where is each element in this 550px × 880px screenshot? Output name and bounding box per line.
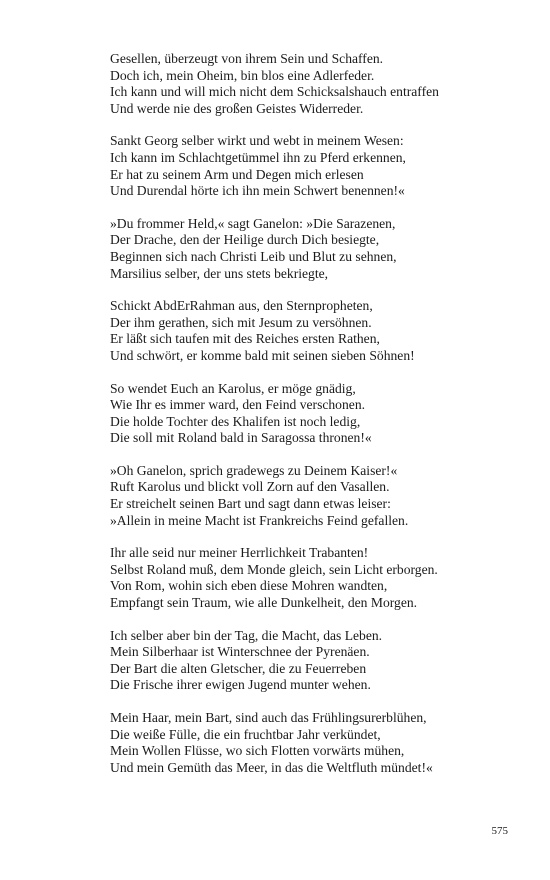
verse-line: Und werde nie des großen Geistes Widerreder.	[110, 100, 364, 116]
verse-line: Mein Silberhaar ist Winterschnee der Pyrenäen.	[110, 644, 370, 660]
stanza	[110, 628, 540, 694]
verse-line: Er hat zu seinem Arm und Degen mich erlesen	[110, 166, 364, 182]
stanza	[110, 133, 540, 199]
stanza	[110, 545, 540, 611]
verse-line: Mein Wollen Flüsse, wo sich Flotten vorwärts mühen,	[110, 743, 405, 759]
verse-line: Wie Ihr es immer ward, den Feind verschonen.	[110, 397, 366, 413]
verse-line: »Oh Ganelon, sprich gradewegs zu Deinem Kaiser!«	[110, 462, 398, 478]
verse-line: Empfangt sein Traum, wie alle Dunkelheit, den Morgen.	[110, 595, 418, 611]
stanza	[110, 298, 540, 364]
stanza	[110, 381, 540, 447]
verse-line: Ich selber aber bin der Tag, die Macht, das Leben.	[110, 627, 383, 643]
verse-line: Von Rom, wohin sich eben diese Mohren wandten,	[110, 578, 388, 594]
verse-line: Selbst Roland muß, dem Monde gleich, sein Licht erborgen.	[110, 561, 438, 577]
verse-line: Schickt AbdErRahman aus, den Sternpropheten,	[110, 298, 373, 314]
verse-line: Gesellen, überzeugt von ihrem Sein und Schaffen.	[110, 51, 384, 66]
verse-line: Er läßt sich taufen mit des Reiches ersten Rathen,	[110, 331, 380, 347]
verse-line: Ruft Karolus und blickt voll Zorn auf den Vasallen.	[110, 479, 390, 495]
verse-line: Marsilius selber, der uns stets bekriegte,	[110, 265, 329, 281]
verse-line: Doch ich, mein Oheim, bin blos eine Adlerfeder.	[110, 67, 375, 83]
verse-line: So wendet Euch an Karolus, er möge gnädig,	[110, 380, 356, 396]
verse-line: Ihr alle seid nur meiner Herrlichkeit Trabanten!	[110, 545, 369, 561]
stanza	[110, 216, 540, 282]
stanza	[110, 710, 540, 776]
verse-line: »Allein in meine Macht ist Frankreichs Feind gefallen.	[110, 512, 409, 528]
verse-line: Und schwört, er komme bald mit seinen sieben Söhnen!	[110, 347, 415, 363]
verse-line: Der Bart die alten Gletscher, die zu Feuerreben	[110, 660, 367, 676]
verse-line: Die weiße Fülle, die ein fruchtbar Jahr verkündet,	[110, 726, 381, 742]
verse-line: Die soll mit Roland bald in Saragossa thronen!«	[110, 430, 372, 446]
verse-line: Mein Haar, mein Bart, sind auch das Frühlingsurerblühen,	[110, 710, 427, 725]
page-number: 575	[491, 825, 508, 837]
verse-line: Und mein Gemüth das Meer, in das die Weltfluth mündet!«	[110, 759, 433, 775]
verse-line: Sankt Georg selber wirkt und webt in meinem Wesen:	[110, 133, 404, 149]
verse-line: Beginnen sich nach Christi Leib und Blut zu sehnen,	[110, 248, 397, 264]
stanza	[110, 51, 540, 117]
verse-line: Er streichelt seinen Bart und sagt dann etwas leiser:	[110, 496, 391, 512]
verse-line: Der Drache, den der Heilige durch Dich besiegte,	[110, 232, 380, 248]
verse-line: Und Durendal hörte ich ihn mein Schwert benennen!«	[110, 183, 405, 199]
poem-text	[110, 51, 540, 792]
verse-line: Die Frische ihrer ewigen Jugend munter wehen.	[110, 677, 371, 693]
verse-line: Ich kann und will mich nicht dem Schicksalshauch entraffen	[110, 84, 439, 100]
verse-line: Die holde Tochter des Khalifen ist noch ledig,	[110, 413, 361, 429]
stanza	[110, 463, 540, 529]
verse-line: Ich kann im Schlachtgetümmel ihn zu Pferd erkennen,	[110, 149, 406, 165]
verse-line: Der ihm gerathen, sich mit Jesum zu versöhnen.	[110, 314, 372, 330]
verse-line: »Du frommer Held,« sagt Ganelon: »Die Sarazenen,	[110, 215, 396, 231]
